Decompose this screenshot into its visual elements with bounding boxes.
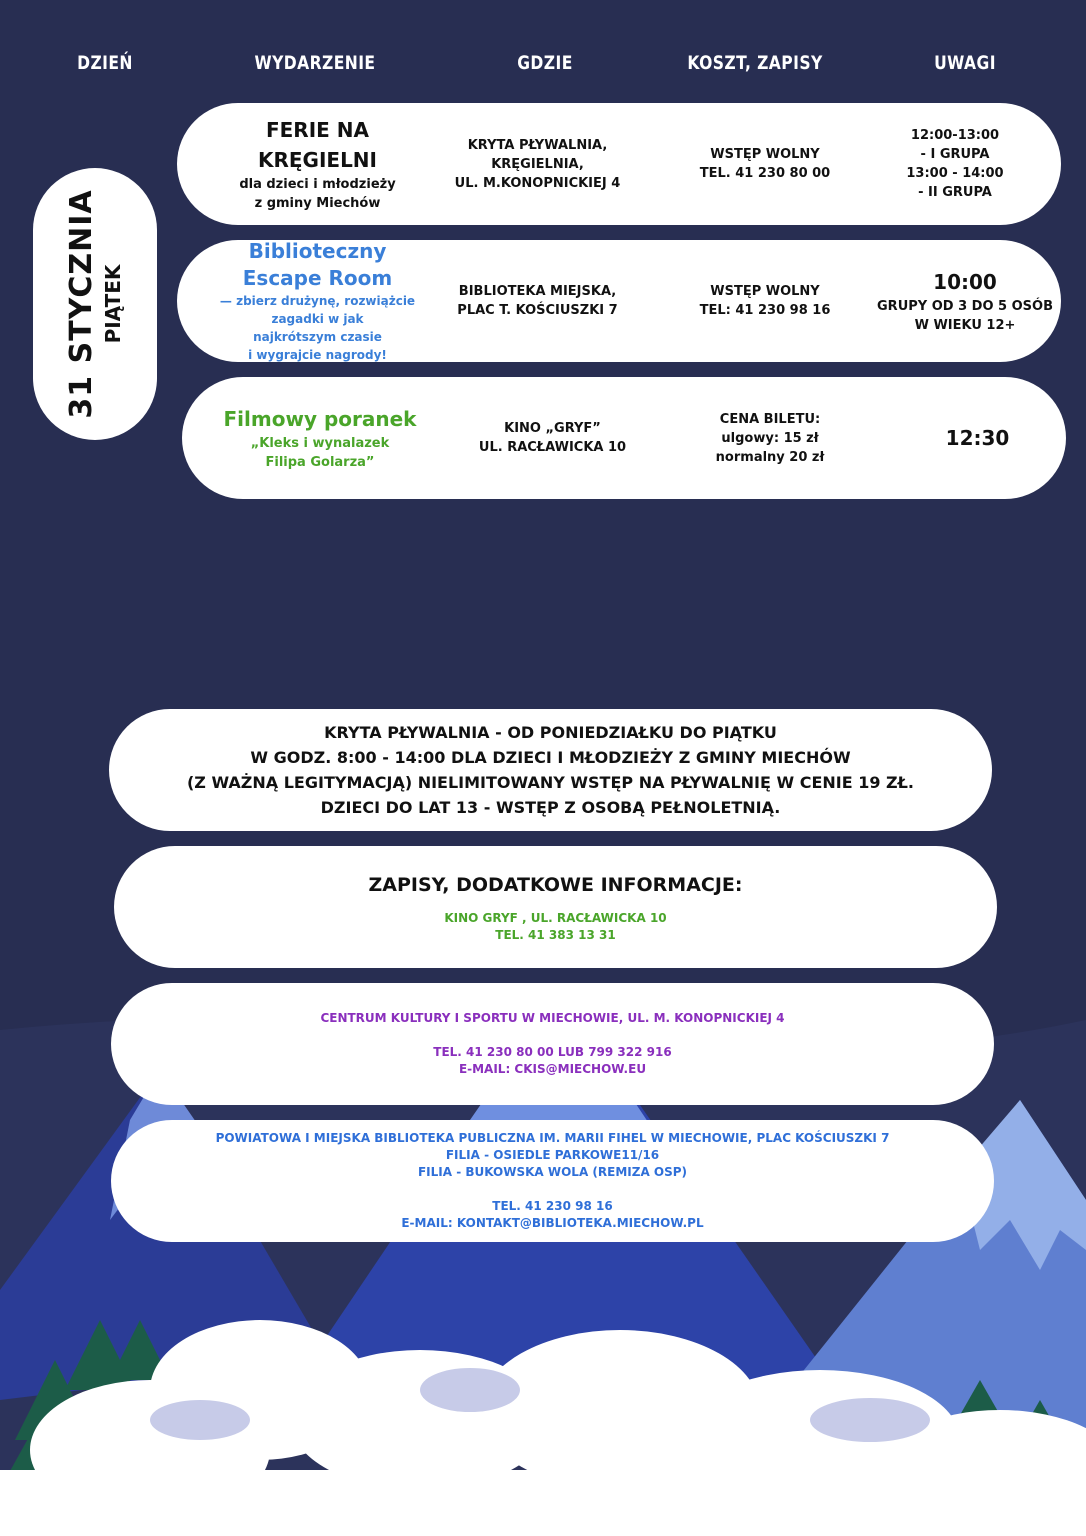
event-where: UL. RACŁAWICKA 10 <box>478 440 627 455</box>
day-date: 31 STYCZNIA <box>64 189 99 419</box>
event-notes: W WIEKU 12+ <box>914 318 1016 333</box>
event-notes-cell <box>865 240 1065 362</box>
event-title: Escape Room <box>242 266 393 290</box>
contact-line: CENTRUM KULTURY I SPORTU W MIECHOWIE, UL. M. KONOPNICKIEJ 4 <box>320 1011 785 1025</box>
contact-line: E-MAIL: CKIS@MIECHOW.EU <box>458 1062 647 1076</box>
event-notes: - II GRUPA <box>918 185 992 200</box>
pool-info-line: KRYTA PŁYWALNIA - OD PONIEDZIAŁKU DO PIĄTKU <box>324 723 777 742</box>
event-time: 12:30 <box>945 426 1010 450</box>
event-subtitle: najkrótszym czasie <box>253 330 382 344</box>
event-cost-cell <box>670 377 870 499</box>
event-title: Biblioteczny <box>248 239 387 263</box>
event-where-cell <box>430 103 645 225</box>
event-notes: - I GRUPA <box>920 147 990 162</box>
event-cost: normalny 20 zł <box>715 449 825 465</box>
event-subtitle: zagadki w jak <box>271 312 364 326</box>
event-time: 10:00 <box>933 270 997 294</box>
event-cost-cell <box>665 103 865 225</box>
event-subtitle: dla dzieci i młodzieży <box>239 177 396 192</box>
pool-info-line: (Z WAŻNĄ LEGITYMACJĄ) NIELIMITOWANY WSTĘP NA PŁYWALNIĘ W CENIE 19 ZŁ. <box>186 773 914 792</box>
event-where-cell <box>430 240 645 362</box>
contact-line: TEL. 41 230 98 16 <box>492 1199 613 1213</box>
event-title: FERIE NA <box>265 118 369 142</box>
event-title-cell <box>200 103 435 225</box>
event-title: Filmowy poranek <box>223 407 417 431</box>
event-cost: ulgowy: 15 zł <box>721 430 819 446</box>
event-notes-cell <box>890 377 1065 499</box>
event-where-cell <box>445 377 660 499</box>
pool-info-text <box>109 709 992 831</box>
event-subtitle: z gminy Miechów <box>254 196 381 211</box>
contact-ckis <box>111 983 994 1105</box>
header-event: WYDARZENIE <box>254 52 376 74</box>
header-day: DZIEŃ <box>77 52 133 74</box>
event-title-cell <box>205 377 435 499</box>
event-where: BIBLIOTEKA MIEJSKA, <box>458 284 617 299</box>
event-cost: TEL: 41 230 98 16 <box>699 303 831 318</box>
event-cost: TEL. 41 230 80 00 <box>699 166 831 181</box>
event-where: PLAC T. KOŚCIUSZKI 7 <box>457 303 618 318</box>
contact-line: KINO GRYF , UL. RACŁAWICKA 10 <box>444 911 667 925</box>
event-where: KRĘGIELNIA, <box>491 156 584 172</box>
event-notes-cell <box>875 103 1035 225</box>
event-subtitle: — zbierz drużynę, rozwiążcie <box>219 294 416 308</box>
contact-line: TEL. 41 383 13 31 <box>495 928 616 942</box>
contact-kino <box>114 846 997 968</box>
event-title-cell <box>200 240 435 362</box>
header-notes: UWAGI <box>934 52 996 74</box>
header-where: GDZIE <box>517 52 573 74</box>
event-subtitle: i wygrajcie nagrody! <box>248 348 387 362</box>
event-subtitle: Filipa Golarza” <box>265 455 375 470</box>
contact-line: E-MAIL: KONTAKT@BIBLIOTEKA.MIECHOW.PL <box>401 1216 704 1230</box>
event-cost: WSTĘP WOLNY <box>710 284 820 299</box>
pool-info-line: DZIECI DO LAT 13 - WSTĘP Z OSOBĄ PEŁNOLETNIĄ. <box>320 798 781 817</box>
event-cost-cell <box>665 240 865 362</box>
pool-info-line: W GODZ. 8:00 - 14:00 DLA DZIECI I MŁODZIEŻY Z GMINY MIECHÓW <box>250 748 851 767</box>
event-where: KINO „GRYF” <box>504 421 601 436</box>
event-notes: GRUPY OD 3 DO 5 OSÓB <box>877 299 1053 314</box>
event-subtitle: „Kleks i wynalazek <box>250 436 390 451</box>
event-where: KRYTA PŁYWALNIA, <box>467 137 608 153</box>
contact-line: FILIA - OSIEDLE PARKOWE11/16 <box>445 1148 660 1162</box>
contact-line: TEL. 41 230 80 00 LUB 799 322 916 <box>433 1045 672 1059</box>
event-cost: WSTĘP WOLNY <box>710 147 820 162</box>
day-weekday: PIĄTEK <box>101 264 125 344</box>
contact-line: FILIA - BUKOWSKA WOLA (REMIZA OSP) <box>417 1165 688 1179</box>
contact-line: POWIATOWA I MIEJSKA BIBLIOTEKA PUBLICZNA IM. MARII FIHEL W MIECHOWIE, PLAC KOŚCIUSZKI 7 <box>215 1131 890 1145</box>
contact-library <box>111 1120 994 1242</box>
event-notes: 13:00 - 14:00 <box>906 166 1004 181</box>
event-cost: CENA BILETU: <box>719 411 821 427</box>
event-title: KRĘGIELNI <box>257 148 377 172</box>
event-notes: 12:00-13:00 <box>910 128 1000 143</box>
day-label <box>64 168 126 440</box>
event-where: UL. M.KONOPNICKIEJ 4 <box>454 175 621 191</box>
header-cost: KOSZT, ZAPISY <box>687 52 823 74</box>
contacts-title: ZAPISY, DODATKOWE INFORMACJE: <box>368 874 743 896</box>
